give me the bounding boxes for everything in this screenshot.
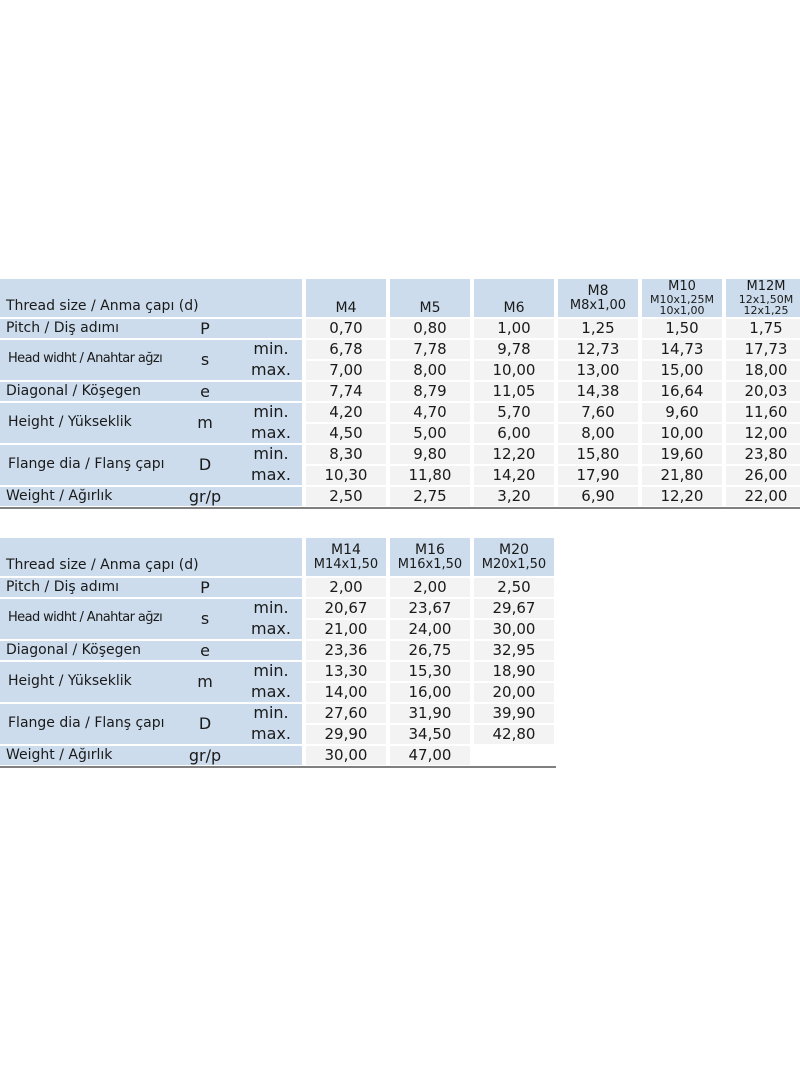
min-label: min.: [253, 598, 289, 617]
row-label-cell: [0, 403, 302, 443]
row-symbol: s: [200, 350, 210, 369]
column-header-line: M16: [415, 541, 445, 558]
value-cell: 30,00: [474, 620, 554, 639]
max-label: max.: [251, 465, 291, 484]
row-symbol: gr/p: [188, 486, 222, 506]
value-cell: 7,74: [306, 382, 386, 401]
column-header-line: M4: [335, 300, 357, 317]
max-label: max.: [251, 423, 291, 442]
value-cell: 2,50: [474, 578, 554, 597]
value-cell: 23,67: [390, 599, 470, 618]
value-cell: 1,75: [726, 319, 800, 338]
column-header: [390, 538, 470, 576]
row-label: Pitch / Diş adımı: [6, 319, 119, 336]
value-cell: 21,80: [642, 466, 722, 485]
value-cell: 24,00: [390, 620, 470, 639]
value-cell: 8,30: [306, 445, 386, 464]
row-symbol: e: [200, 640, 210, 660]
header-label-cell: [0, 279, 302, 317]
value-cell: 2,50: [306, 487, 386, 506]
thread-size-label: Thread size / Anma çapı (d): [6, 557, 199, 573]
row-label-cell: [0, 662, 302, 702]
max-label: max.: [251, 682, 291, 701]
row-symbol: P: [200, 318, 210, 338]
row-symbol: P: [200, 577, 210, 597]
row-label-cell: [0, 746, 302, 765]
value-cell: 29,67: [474, 599, 554, 618]
value-cell: 15,80: [558, 445, 638, 464]
value-cell: 26,00: [726, 466, 800, 485]
value-cell: 20,67: [306, 599, 386, 618]
value-cell: 42,80: [474, 725, 554, 744]
column-header-line: M20: [499, 541, 529, 558]
value-cell: 2,75: [390, 487, 470, 506]
column-header: [390, 279, 470, 317]
column-header-line: 10x1,00: [659, 303, 705, 317]
column-header-line: M16x1,50: [397, 556, 463, 572]
row-label-cell: [0, 704, 302, 744]
row-label-cell: [0, 599, 302, 639]
value-cell: 34,50: [390, 725, 470, 744]
value-cell: 7,78: [390, 340, 470, 359]
value-cell: 11,05: [474, 382, 554, 401]
value-cell: 23,80: [726, 445, 800, 464]
row-label: Flange dia / Flanş çapı: [8, 715, 165, 731]
value-cell: 10,00: [474, 361, 554, 380]
value-cell: 15,30: [390, 662, 470, 681]
value-cell: 9,78: [474, 340, 554, 359]
column-header-line: 12x1,25: [743, 303, 789, 317]
value-cell: 7,60: [558, 403, 638, 422]
min-label: min.: [253, 444, 289, 463]
value-cell: 12,20: [642, 487, 722, 506]
column-header-line: 12x1,50M: [738, 292, 794, 306]
row-label-cell: [0, 340, 302, 380]
value-cell: 6,00: [474, 424, 554, 443]
value-cell: 31,90: [390, 704, 470, 723]
value-cell: 10,00: [642, 424, 722, 443]
row-label: Flange dia / Flanş çapı: [8, 456, 165, 472]
column-header: [306, 538, 386, 576]
row-label-cell: [0, 487, 302, 506]
row-label: Weight / Ağırlık: [6, 487, 113, 504]
row-label-cell: [0, 319, 302, 338]
row-label: Height / Yükseklik: [8, 414, 132, 430]
row-label: Height / Yükseklik: [8, 673, 132, 689]
value-cell: 4,50: [306, 424, 386, 443]
value-cell: 12,73: [558, 340, 638, 359]
min-label: min.: [253, 339, 289, 358]
value-cell: 13,30: [306, 662, 386, 681]
column-header-line: M10: [668, 279, 696, 295]
value-cell: 23,36: [306, 641, 386, 660]
value-cell: 39,90: [474, 704, 554, 723]
value-cell: 19,60: [642, 445, 722, 464]
min-label: min.: [253, 703, 289, 722]
value-cell: 4,70: [390, 403, 470, 422]
value-cell: 18,00: [726, 361, 800, 380]
column-header-line: M20x1,50: [481, 556, 547, 572]
row-label-cell: [0, 641, 302, 660]
value-cell: 8,00: [390, 361, 470, 380]
column-header-line: M10x1,25M: [650, 292, 714, 306]
value-cell: 5,00: [390, 424, 470, 443]
column-header-line: M8x1,00: [569, 297, 627, 313]
value-cell: 2,00: [306, 578, 386, 597]
row-symbol: e: [200, 381, 210, 401]
value-cell: 12,20: [474, 445, 554, 464]
specs-table-m4-m12: [0, 279, 800, 504]
value-cell: 22,00: [726, 487, 800, 506]
value-cell: 8,79: [390, 382, 470, 401]
column-header-line: M14x1,50: [313, 556, 379, 572]
column-header-line: M5: [419, 300, 441, 317]
row-symbol: m: [197, 672, 213, 691]
column-header-line: M12M: [746, 279, 786, 295]
value-cell: 30,00: [306, 746, 386, 765]
row-label: Pitch / Diş adımı: [6, 578, 119, 595]
row-symbol: m: [197, 413, 213, 432]
min-label: min.: [253, 661, 289, 680]
max-label: max.: [251, 360, 291, 379]
value-cell: 17,90: [558, 466, 638, 485]
column-header: [306, 279, 386, 317]
value-cell: 10,30: [306, 466, 386, 485]
column-header: [642, 279, 722, 317]
value-cell: 0,70: [306, 319, 386, 338]
thread-size-label: Thread size / Anma çapı (d): [6, 298, 199, 314]
row-label: Weight / Ağırlık: [6, 746, 113, 763]
value-cell: 2,00: [390, 578, 470, 597]
row-label-cell: [0, 578, 302, 597]
value-cell: 14,38: [558, 382, 638, 401]
value-cell: 32,95: [474, 641, 554, 660]
table-bottom-rule: [0, 766, 556, 768]
value-cell: 11,80: [390, 466, 470, 485]
column-header-line: M8: [587, 282, 609, 299]
value-cell: 1,00: [474, 319, 554, 338]
value-cell: 20,03: [726, 382, 800, 401]
max-label: max.: [251, 724, 291, 743]
value-cell: 6,90: [558, 487, 638, 506]
value-cell: 20,00: [474, 683, 554, 702]
value-cell: 29,90: [306, 725, 386, 744]
column-header-line: M6: [503, 300, 525, 317]
value-cell: 26,75: [390, 641, 470, 660]
row-symbol: s: [200, 609, 210, 628]
column-header: [474, 279, 554, 317]
value-cell: 15,00: [642, 361, 722, 380]
value-cell: 21,00: [306, 620, 386, 639]
value-cell: 14,00: [306, 683, 386, 702]
value-cell: 8,00: [558, 424, 638, 443]
row-symbol: gr/p: [188, 745, 222, 765]
value-cell: 0,80: [390, 319, 470, 338]
value-cell: 27,60: [306, 704, 386, 723]
value-cell: 5,70: [474, 403, 554, 422]
value-cell: 3,20: [474, 487, 554, 506]
row-label: Diagonal / Köşegen: [6, 641, 141, 658]
value-cell: 6,78: [306, 340, 386, 359]
row-label-cell: [0, 445, 302, 485]
value-cell: 47,00: [390, 746, 470, 765]
min-label: min.: [253, 402, 289, 421]
max-label: max.: [251, 619, 291, 638]
specs-table-m14-m20: [0, 538, 556, 765]
column-header: [474, 538, 554, 576]
row-label: Diagonal / Köşegen: [6, 382, 141, 399]
value-cell: 1,50: [642, 319, 722, 338]
value-cell: 14,73: [642, 340, 722, 359]
value-cell: 16,00: [390, 683, 470, 702]
value-cell: 1,25: [558, 319, 638, 338]
row-symbol: D: [198, 714, 212, 733]
header-label-cell: [0, 538, 302, 576]
value-cell: 11,60: [726, 403, 800, 422]
value-cell: 18,90: [474, 662, 554, 681]
value-cell: 4,20: [306, 403, 386, 422]
value-cell: 17,73: [726, 340, 800, 359]
row-label-cell: [0, 382, 302, 401]
row-symbol: D: [198, 455, 212, 474]
value-cell: 9,60: [642, 403, 722, 422]
table-bottom-rule: [0, 507, 800, 509]
column-header: [726, 279, 800, 317]
value-cell: 16,64: [642, 382, 722, 401]
value-cell: 14,20: [474, 466, 554, 485]
value-cell: 7,00: [306, 361, 386, 380]
value-cell: 9,80: [390, 445, 470, 464]
row-label: Head widht / Anahtar ağzı: [8, 351, 163, 366]
column-header: [558, 279, 638, 317]
row-label: Head widht / Anahtar ağzı: [8, 610, 163, 625]
value-cell: [474, 746, 554, 765]
value-cell: 13,00: [558, 361, 638, 380]
value-cell: 12,00: [726, 424, 800, 443]
column-header-line: M14: [331, 541, 361, 558]
